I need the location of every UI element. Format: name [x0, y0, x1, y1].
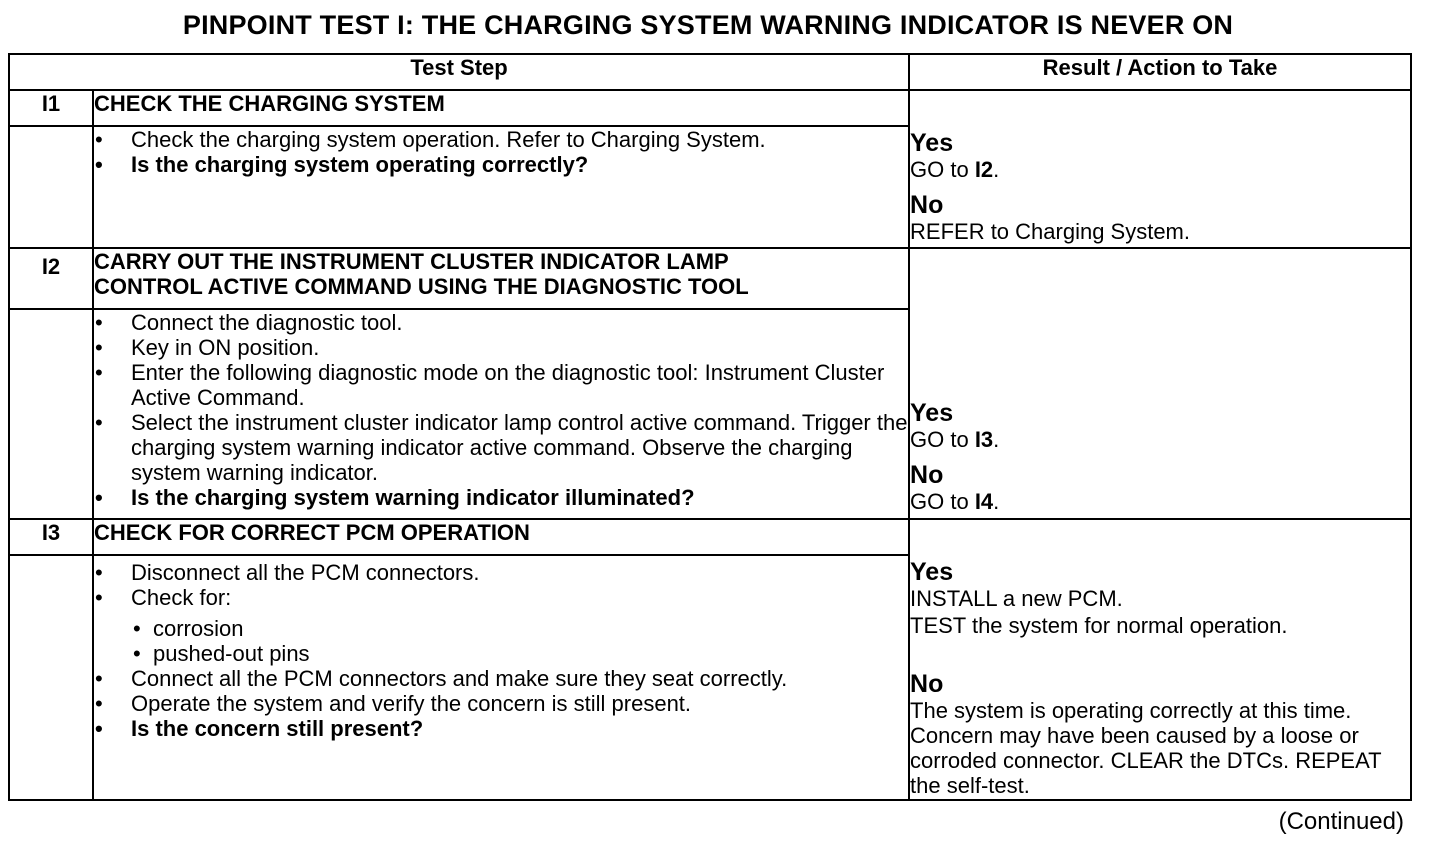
step-body: [93, 126, 909, 248]
pinpoint-test-table: [8, 53, 1412, 801]
step-i2-result: [909, 248, 1411, 519]
table-header-row: [9, 54, 1411, 90]
step-heading: CHECK THE CHARGING SYSTEM: [93, 90, 909, 126]
header-test-step: Test Step: [9, 54, 909, 90]
no-label: No: [910, 191, 944, 219]
no-action: GO to I4.: [910, 489, 1000, 514]
list-item: • Select the instrument cluster indicator lamp control active command. Trigger the charging system warning indicator active command. Observe the charging system warning indicator.: [94, 410, 908, 485]
step-heading: CARRY OUT THE INSTRUMENT CLUSTER INDICATOR LAMP CONTROL ACTIVE COMMAND USING THE DIAGNOSTIC TOOL: [93, 248, 909, 309]
yes-label: Yes: [910, 399, 954, 427]
no-action: REFER to Charging System.: [910, 219, 1190, 244]
no-action: The system is operating correctly at this time. Concern may have been caused by a loose or corroded connector. CLEAR the DTCs. REPEAT the self-test.: [910, 698, 1382, 798]
no-label: No: [910, 670, 944, 698]
step-i2-heading-row: [9, 248, 1411, 309]
step-i1-result: [909, 90, 1411, 248]
list-item: • Check the charging system operation. Refer to Charging System.: [94, 127, 908, 152]
step-id-spacer: [9, 309, 93, 519]
step-id-spacer: [9, 126, 93, 248]
page-title: PINPOINT TEST I: THE CHARGING SYSTEM WARNING INDICATOR IS NEVER ON: [182, 10, 1234, 40]
step-i3-heading-row: [9, 519, 1411, 555]
step-id-spacer: [9, 555, 93, 800]
list-item: • Connect all the PCM connectors and make sure they seat correctly.: [94, 666, 908, 691]
step-bullets: [94, 310, 908, 510]
step-id: I2: [9, 248, 93, 309]
step-body: [93, 555, 909, 800]
step-id: I1: [9, 90, 93, 126]
list-item-question: • Is the concern still present?: [94, 716, 908, 741]
list-item-question: • Is the charging system operating correctly?: [94, 152, 908, 177]
list-item: • Check for: • corrosion • pushed-out pins: [94, 585, 908, 666]
step-i3-result: [909, 519, 1411, 800]
yes-label: Yes: [910, 558, 954, 586]
list-item: • Operate the system and verify the concern is still present.: [94, 691, 908, 716]
list-item: • Connect the diagnostic tool.: [94, 310, 908, 335]
no-label: No: [910, 461, 944, 489]
list-item: • Key in ON position.: [94, 335, 908, 360]
continued-label: (Continued): [1278, 808, 1404, 835]
step-heading: CHECK FOR CORRECT PCM OPERATION: [93, 519, 909, 555]
yes-action-line2: TEST the system for normal operation.: [910, 613, 1288, 638]
list-item: • Enter the following diagnostic mode on the diagnostic tool: Instrument Cluster Active Command.: [94, 360, 908, 410]
step-bullets: [94, 127, 908, 177]
list-item: • Disconnect all the PCM connectors.: [94, 560, 908, 585]
yes-action-line1: INSTALL a new PCM.: [910, 586, 1123, 611]
step-id: I3: [9, 519, 93, 555]
yes-action: GO to I2.: [910, 157, 1000, 182]
yes-action: GO to I3.: [910, 427, 1000, 452]
yes-label: Yes: [910, 129, 954, 157]
step-bullets: [94, 560, 908, 741]
header-result-action: Result / Action to Take: [909, 54, 1411, 90]
sub-list-item: • corrosion: [131, 616, 908, 641]
sub-list-item: • pushed-out pins: [131, 641, 908, 666]
step-body: [93, 309, 909, 519]
step-i1-heading-row: [9, 90, 1411, 126]
list-item-question: • Is the charging system warning indicator illuminated?: [94, 485, 908, 510]
sub-list: [131, 616, 908, 666]
